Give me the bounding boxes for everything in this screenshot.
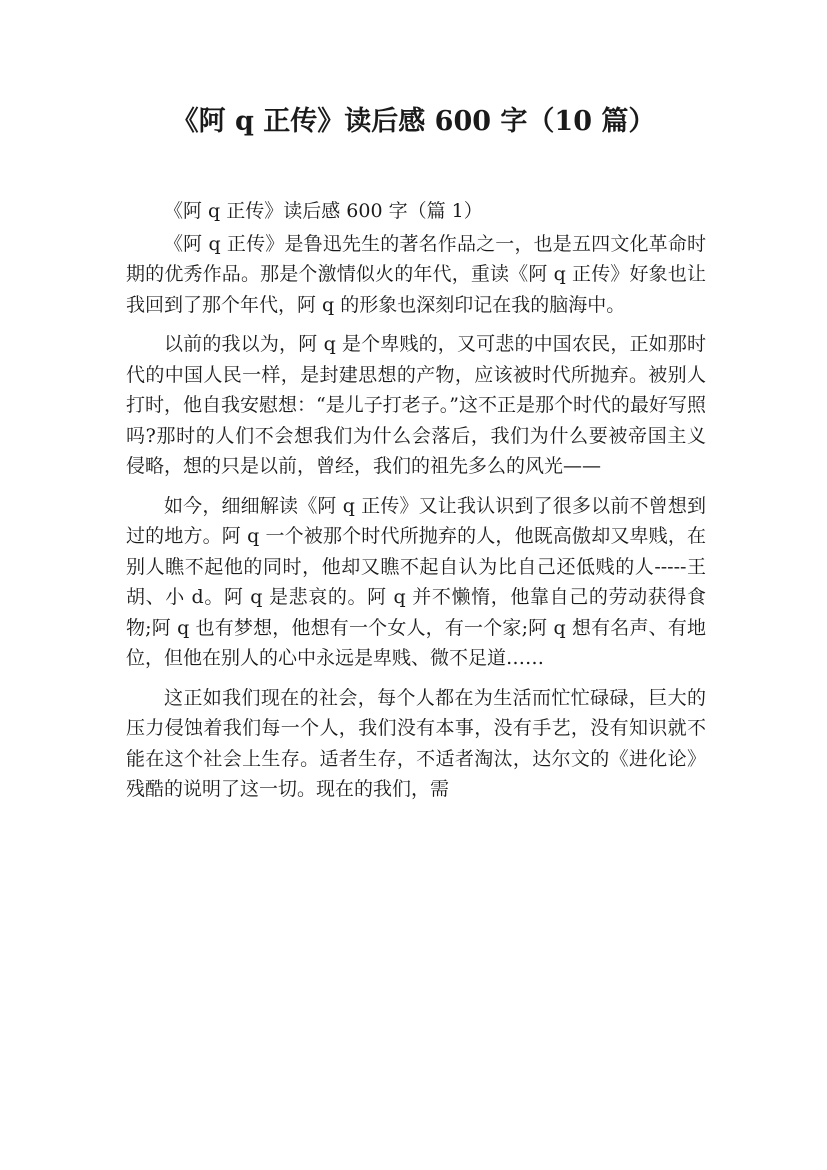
section-heading: 《阿 q 正传》读后感 600 字（篇 1） [164, 200, 483, 222]
paragraph-4: 这正如我们现在的社会，每个人都在为生活而忙忙碌碌，巨大的压力侵蚀着我们每一个人，我们没有本事，没有手艺，没有知识就不能在这个社会上生存。适者生存，不适者淘汰，达尔文的《进化论》残酷的说明了这一切。现在的我们，需 [126, 686, 706, 800]
document-title: 《阿 q 正传》读后感 600 字（10 篇） [171, 106, 656, 137]
paragraph-1: 《阿 q 正传》是鲁迅先生的著名作品之一，也是五四文化革命时期的优秀作品。那是个激情似火的年代，重读《阿 q 正传》好象也让我回到了那个年代，阿 q 的形象也深刻印记在我的脑海中。 [126, 232, 706, 316]
paragraph-2: 以前的我以为，阿 q 是个卑贱的，又可悲的中国农民，正如那时代的中国人民一样，是封建思想的产物，应该被时代所抛弃。被别人打时，他自我安慰想：“是儿子打老子。”这不正是那个时代的最好写照吗?那时的人们不会想我们为什么会落后，我们为什么要被帝国主义侵略，想的只是以前，曾经，我们的祖先多么的风光—— [126, 333, 706, 477]
paragraph-3: 如今，细细解读《阿 q 正传》又让我认识到了很多以前不曾想到过的地方。阿 q 一个被那个时代所抛弃的人，他既高傲却又卑贱，在别人瞧不起他的同时，他却又瞧不起自认为比自己还低贱的人-----王胡、小 d。阿 q 是悲哀的。阿 q 并不懒惰，他靠自己的劳动获得食物;阿 q 也有梦想，他想有一个女人，有一个家;阿 q 想有名声、有地位，但他在别人的心中永远是卑贱、微不足道…… [126, 494, 706, 669]
document-body [126, 196, 706, 814]
